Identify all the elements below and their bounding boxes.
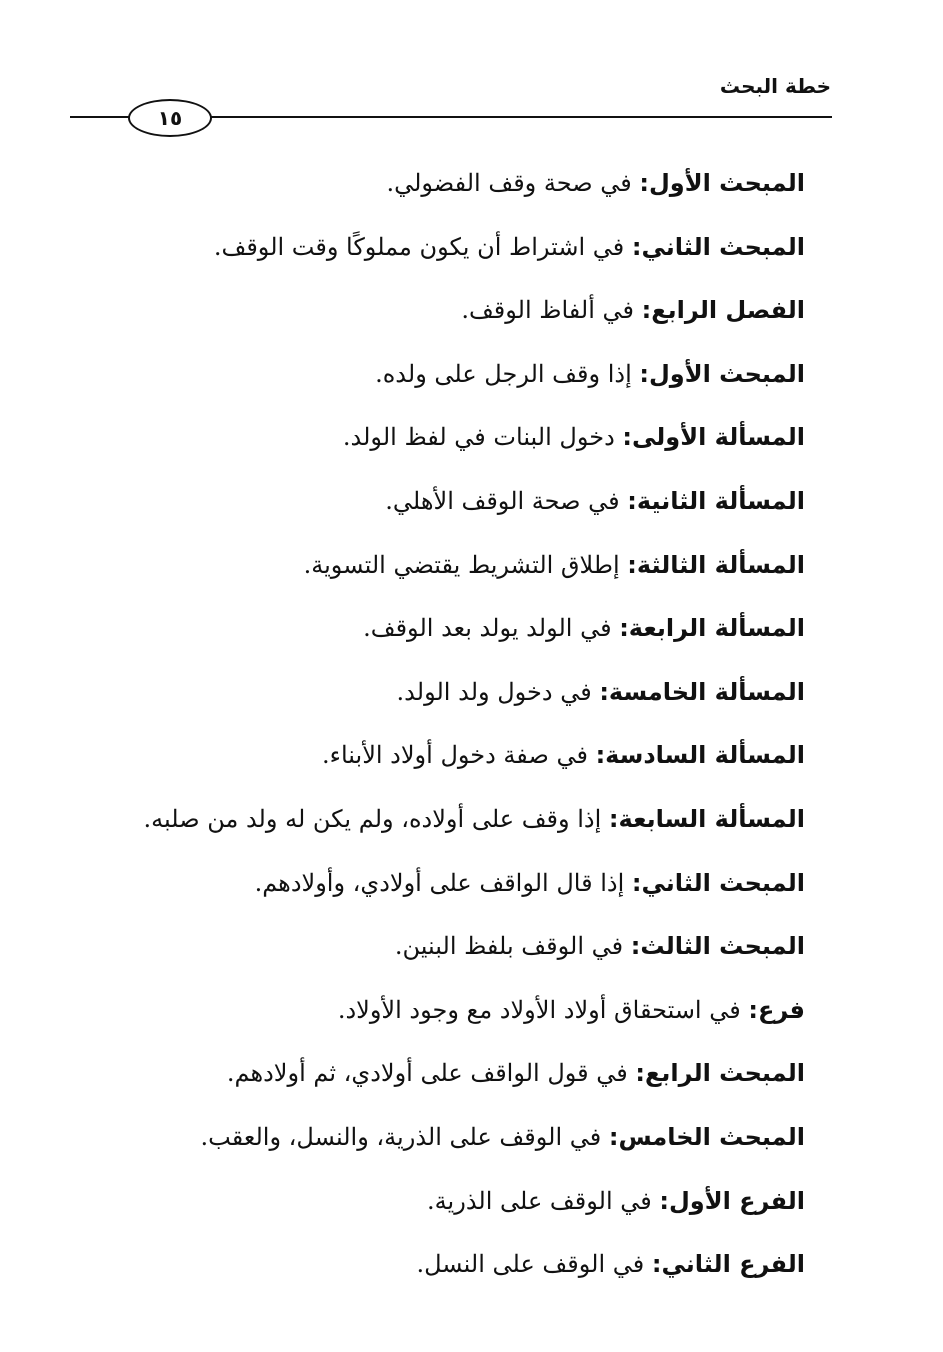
- entry-text: إذا قال الواقف على أولادي، وأولادهم.: [254, 868, 625, 897]
- entry-label: المبحث الثاني:: [631, 868, 805, 897]
- entry-label: المسألة السادسة:: [595, 741, 805, 770]
- page-header: [0, 0, 943, 140]
- running-title: خطة البحث: [719, 74, 831, 98]
- list-item: [125, 915, 805, 979]
- list-item: [125, 852, 805, 916]
- entry-label: المبحث الرابع:: [635, 1059, 805, 1088]
- entry-text: دخول البنات في لفظ الولد.: [342, 423, 615, 452]
- entry-text: في صحة الوقف الأهلي.: [385, 486, 620, 515]
- entry-label: الفرع الأول:: [659, 1186, 805, 1215]
- research-plan-list: [125, 152, 805, 1297]
- entry-text: في الوقف على الذرية.: [427, 1186, 652, 1215]
- entry-text: في صفة دخول أولاد الأبناء.: [322, 741, 588, 770]
- list-item: [125, 343, 805, 407]
- entry-label: المسألة الخامسة:: [599, 677, 805, 706]
- entry-text: في الوقف على النسل.: [416, 1250, 645, 1279]
- entry-text: في صحة وقف الفضولي.: [386, 169, 632, 197]
- entry-label: المسألة الثالثة:: [627, 550, 805, 579]
- list-item: [125, 216, 805, 280]
- entry-text: إطلاق التشريط يقتضي التسوية.: [303, 550, 620, 579]
- list-item: [125, 1170, 805, 1234]
- entry-text: في اشتراط أن يكون مملوكًا وقت الوقف.: [213, 232, 625, 261]
- entry-label: الفرع الثاني:: [651, 1250, 805, 1279]
- list-item: [125, 470, 805, 534]
- list-item: [125, 152, 805, 216]
- entry-text: إذا وقف على أولاده، ولم يكن له ولد من صلبه.: [143, 804, 602, 833]
- list-item: [125, 724, 805, 788]
- page-number: ١٥: [128, 99, 212, 137]
- entry-text: إذا وقف الرجل على ولده.: [375, 359, 632, 388]
- entry-text: في الوقف على الذرية، والنسل، والعقب.: [200, 1122, 602, 1151]
- entry-label: المبحث الأول:: [639, 359, 805, 388]
- list-item: [125, 597, 805, 661]
- entry-label: فرع:: [748, 995, 805, 1024]
- list-item: [125, 1106, 805, 1170]
- list-item: [125, 661, 805, 725]
- entry-label: المبحث الثاني:: [631, 232, 805, 261]
- entry-text: في الوقف بلفظ البنين.: [394, 932, 624, 961]
- entry-label: المسألة الأولى:: [622, 423, 805, 452]
- list-item: [125, 788, 805, 852]
- list-item: [125, 979, 805, 1043]
- list-item: [125, 406, 805, 470]
- entry-text: في الولد يولد بعد الوقف.: [363, 614, 612, 643]
- entry-text: في ألفاظ الوقف.: [461, 296, 635, 325]
- list-item: [125, 279, 805, 343]
- entry-label: المبحث الخامس:: [608, 1122, 805, 1151]
- entry-label: المبحث الثالث:: [630, 932, 805, 961]
- entry-label: المبحث الأول:: [639, 169, 805, 197]
- entry-text: في قول الواقف على أولادي، ثم أولادهم.: [226, 1059, 628, 1088]
- list-item: [125, 534, 805, 598]
- entry-label: الفصل الرابع:: [641, 296, 805, 325]
- list-item: [125, 1233, 805, 1297]
- entry-label: المسألة الثانية:: [627, 486, 805, 515]
- entry-label: المسألة السابعة:: [608, 804, 805, 833]
- entry-text: في دخول ولد الولد.: [396, 677, 592, 706]
- entry-text: في استحقاق أولاد الأولاد مع وجود الأولاد.: [337, 995, 741, 1024]
- list-item: [125, 1042, 805, 1106]
- entry-label: المسألة الرابعة:: [619, 614, 805, 643]
